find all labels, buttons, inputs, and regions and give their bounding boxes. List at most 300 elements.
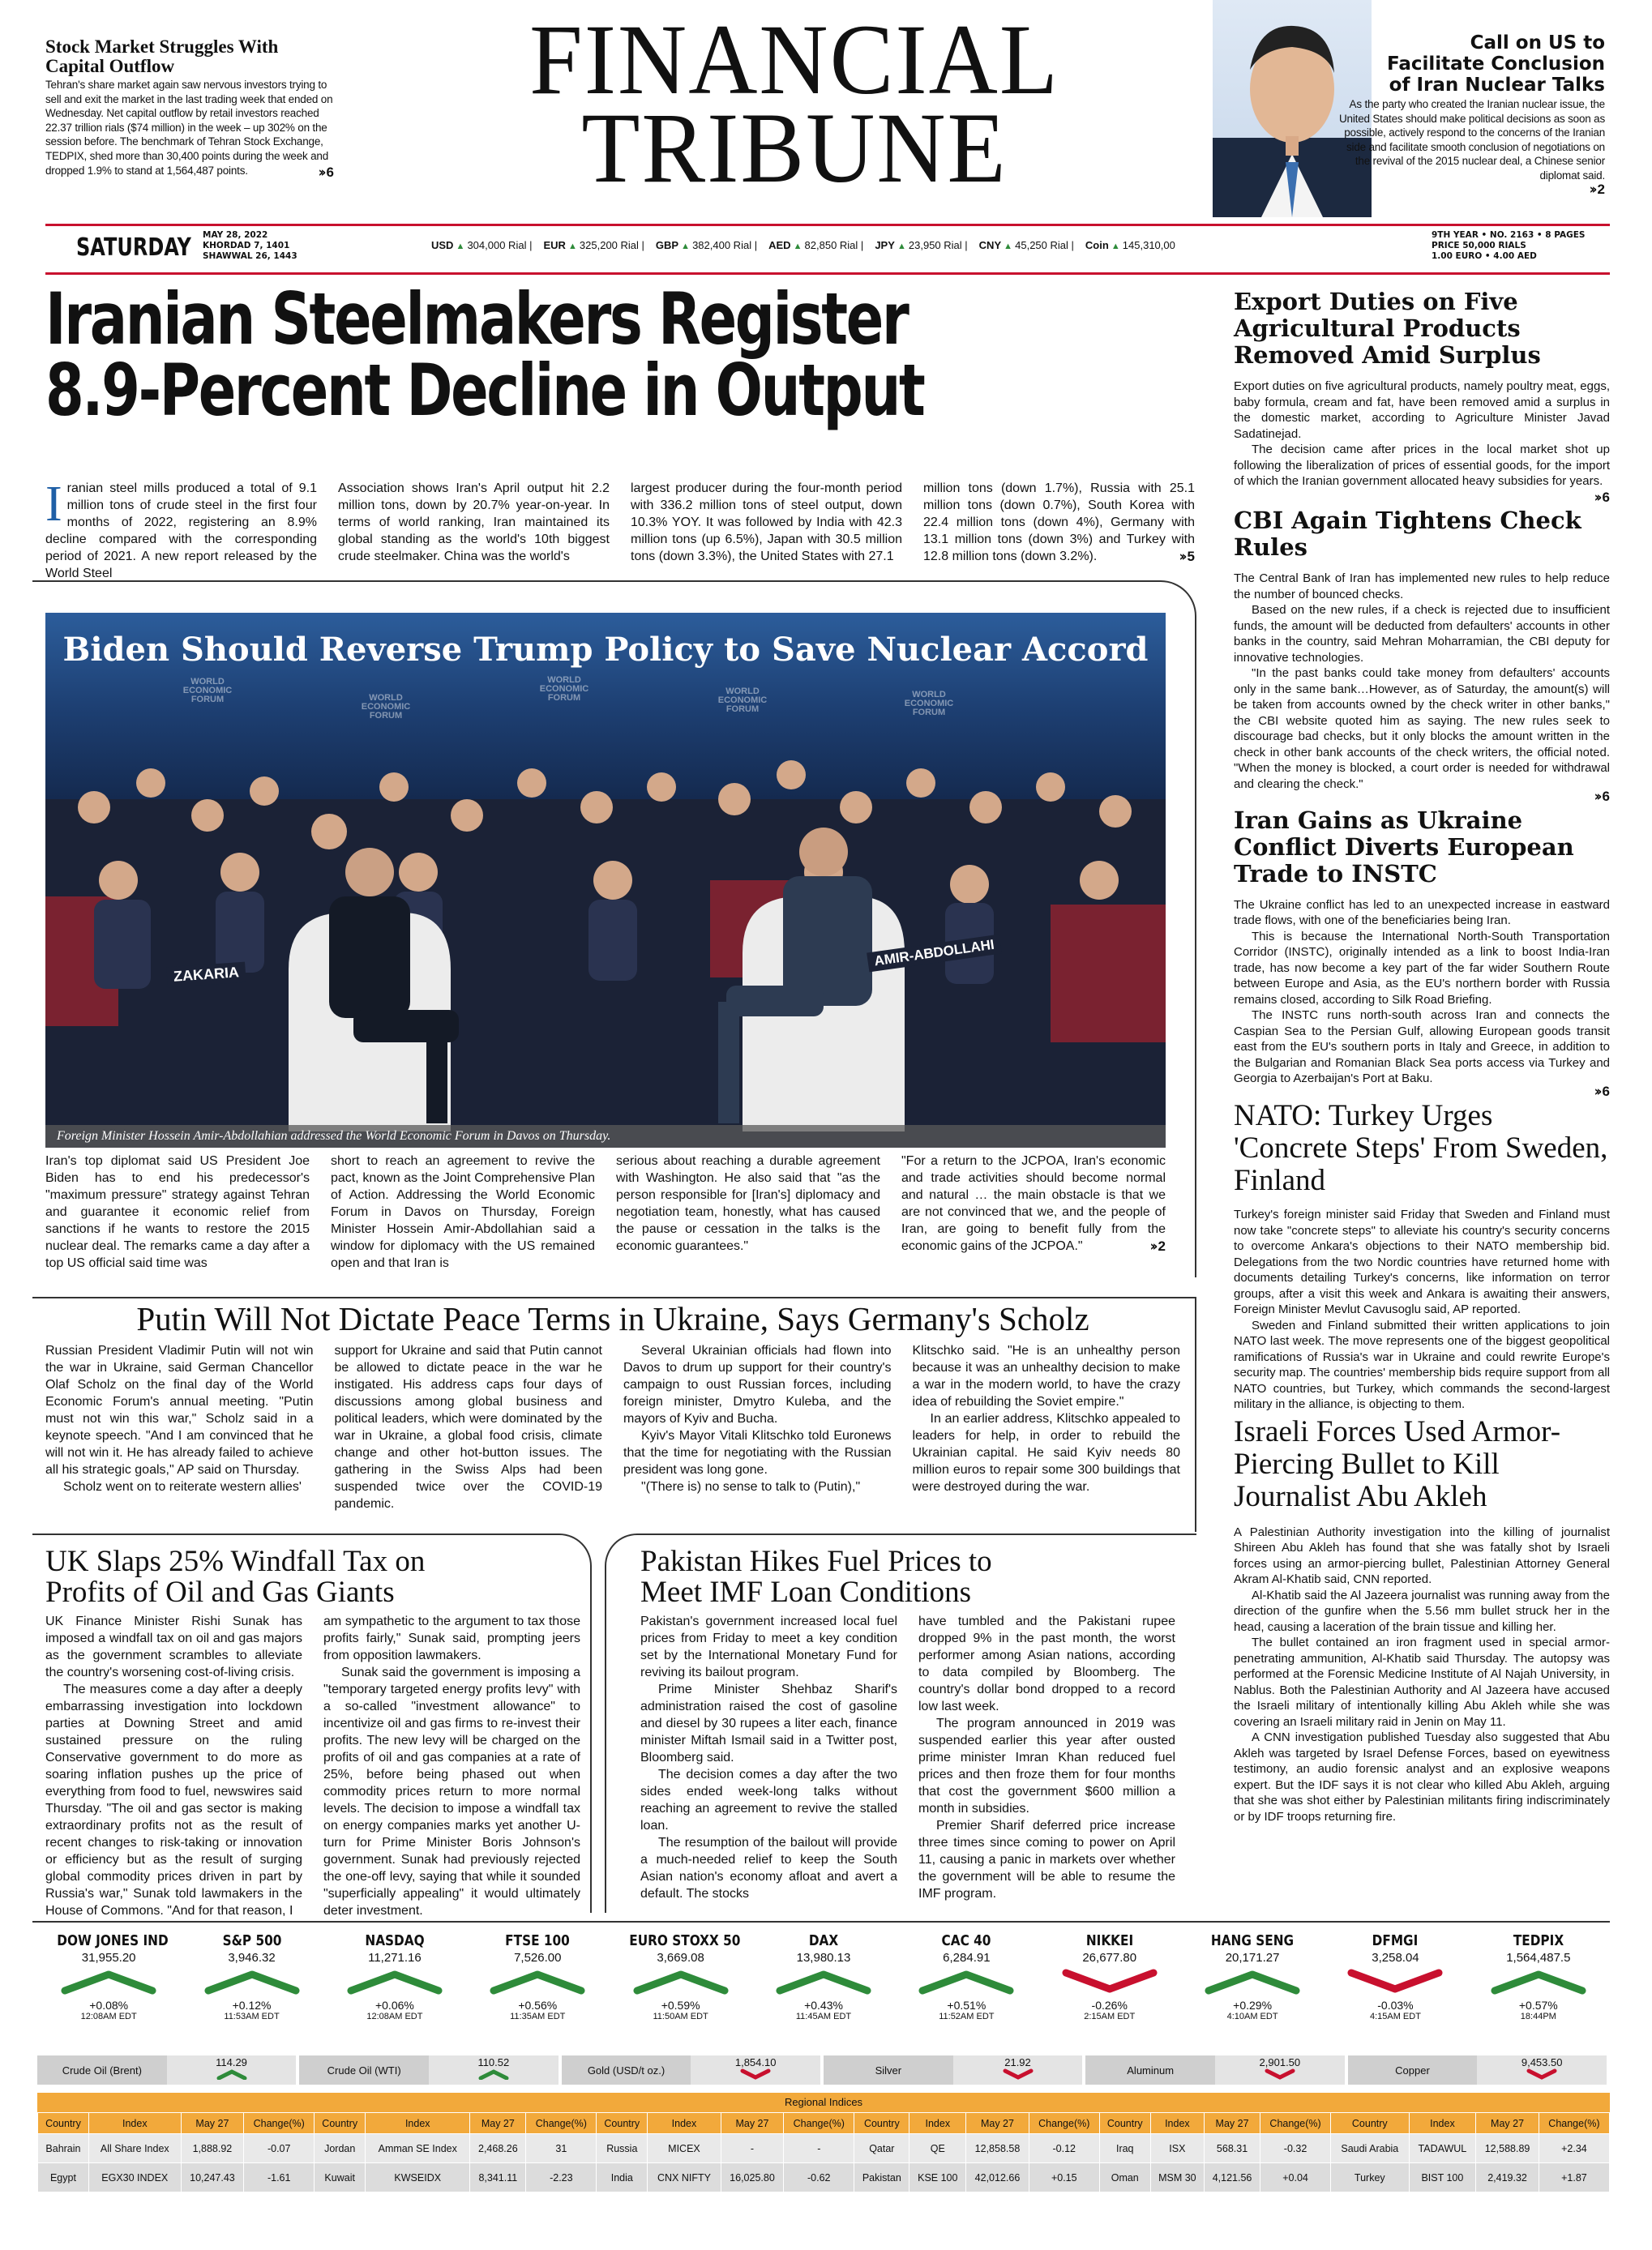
currency-code: USD [431, 239, 454, 251]
regional-cell: 12,588.89 [1476, 2134, 1539, 2163]
index-change: -0.03% [1377, 1999, 1414, 2012]
regional-cell: - [721, 2134, 784, 2163]
photo-col1: Iran's top diplomat said US President Joe Biden has to end his predecessor's "maximum pressure" strategy against Tehran and guarantee it economic relief from sanctions if he wants to restore the 2015 nuclear deal. The remarks came a day after a top US official said time was [45, 1154, 310, 1270]
index-card[interactable] [1192, 1932, 1313, 2021]
commodity-value: 9,453.50 [1521, 2056, 1563, 2068]
regional-header-cell: Change(%) [784, 2113, 854, 2134]
currency-item: AED ▲ 82,850 Rial | [768, 239, 864, 251]
regional-cell: MSM 30 [1150, 2163, 1204, 2192]
trend-down-icon [953, 2068, 1083, 2082]
commodity-item[interactable] [1348, 2055, 1607, 2085]
currency-value: 325,200 Rial [579, 239, 639, 251]
index-name: CAC 40 [941, 1932, 991, 1949]
commodity-value-box [429, 2055, 559, 2085]
currency-code: EUR [543, 239, 566, 251]
nato-p1: Turkey's foreign minister said Friday that Sweden and Finland must now take "concrete steps" to alleviate his country's security concerns to overcome Ankara's objections to their NATO membership bid. Delegations from the two Nordic countries have returned home with documents detailing Turkey's concerns, like information on terror groups, after a visit this week and Ankara is awaiting their answers, Foreign Minister Mevlut Cavusoglu said, AP reported. [1234, 1208, 1610, 1316]
trend-down-icon [691, 2068, 820, 2082]
regional-cell: -0.07 [244, 2134, 315, 2163]
regional-header-cell: Country [315, 2113, 366, 2134]
regional-header-cell: Index [648, 2113, 721, 2134]
regional-header-row [38, 2113, 1610, 2134]
regional-header-cell: Country [38, 2113, 89, 2134]
currency-item: CNY ▲ 45,250 Rial | [978, 239, 1074, 251]
currency-code: GBP [655, 239, 679, 251]
table-row [38, 2134, 1610, 2163]
trend-up-icon [632, 1968, 730, 1995]
export-p1: Export duties on five agricultural products, namely poultry meat, eggs, baby formula, cream and fat, have been removed amid a surplus in the domestic market, according to Agriculture Minister Javad Sadatinejad. [1234, 379, 1610, 441]
currency-value: 82,850 Rial [804, 239, 858, 251]
regional-cell: +1.87 [1539, 2163, 1609, 2192]
regional-cell: +0.04 [1260, 2163, 1331, 2192]
commodity-item[interactable] [824, 2055, 1082, 2085]
regional-header-cell: Change(%) [1539, 2113, 1609, 2134]
currency-item: EUR ▲ 325,200 Rial | [543, 239, 644, 251]
date-gregorian: MAY 28, 2022 [203, 230, 268, 240]
date-persian: KHORDAD 7, 1401 [203, 241, 290, 250]
commodity-item[interactable] [299, 2055, 558, 2085]
index-card[interactable] [334, 1932, 456, 2021]
regional-header-cell: May 27 [181, 2113, 244, 2134]
photo-col4: "For a return to the JCPOA, Iran's economic and trade activities should become normal and natural … the main obstacle is that we are not convinced that we, and the people of Iran, are going to benefit fully from the economic gains of the JCPOA." ›› 2 [901, 1154, 1166, 1255]
commodity-name: Aluminum [1085, 2055, 1215, 2085]
index-name: NASDAQ [365, 1932, 425, 1949]
index-value: 7,526.00 [514, 1951, 562, 1965]
export-p2: The decision came after prices in the local market shot up following the liberalization of prices of essential goods, for the import of which the Iranian government allocated heavy subsidies for years. [1234, 443, 1610, 488]
index-time: 4:15AM EDT [1369, 2012, 1421, 2021]
currency-code: AED [768, 239, 791, 251]
regional-cell: - [784, 2134, 854, 2163]
pak-body [640, 1613, 1175, 1902]
currency-code: CNY [978, 239, 1002, 251]
currency-rates [431, 238, 1323, 253]
regional-cell: 31 [526, 2134, 597, 2163]
index-card[interactable] [905, 1932, 1027, 2021]
putin-body [45, 1342, 1180, 1512]
trend-up-icon [918, 1968, 1015, 1995]
regional-header-cell: Change(%) [1260, 2113, 1331, 2134]
commodity-value-box [167, 2055, 297, 2085]
index-name: DOW JONES IND [57, 1932, 169, 1949]
index-time: 12:08AM EDT [366, 2012, 423, 2021]
nameplate-right: AMIR-ABDOLLAHI [867, 935, 1002, 973]
regional-cell: KSE 100 [909, 2163, 966, 2192]
regional-cell: CNX NIFTY [648, 2163, 721, 2192]
index-time: 11:53AM EDT [224, 2012, 280, 2021]
photo-caption: Foreign Minister Hossein Amir-Abdollahian addressed the World Economic Forum in Davos on Thursday. [45, 1125, 1166, 1148]
forum-logo: WORLD ECONOMIC FORUM [539, 675, 589, 703]
date-bar [45, 230, 1610, 267]
instc-p1: The Ukraine conflict has led to an unexpected increase in eastward trade flows, with one of the beneficiaries being Iran. [1234, 897, 1610, 927]
commodity-value: 1,854.10 [734, 2056, 777, 2068]
teaser-left-headline: Stock Market Struggles With Capital Outflow [45, 36, 279, 76]
index-card[interactable] [1478, 1932, 1599, 2021]
index-card[interactable] [763, 1932, 884, 2021]
akleh-headline: Israeli Forces Used Armor-Piercing Bullet to Kill Journalist Abu Akleh [1234, 1414, 1561, 1513]
instc-p3: The INSTC runs north-south across Iran and connects the Caspian Sea to the Persian Gulf, allowing European goods transit east from the EU's southern ports in Italy and Greece, in addition to the Bulgarian and Romanian Black Sea ports access via Turkey and Georgia to Azerbaijan's Port at Baku. [1234, 1008, 1610, 1085]
regional-cell: MICEX [648, 2134, 721, 2163]
lead-dropcap: I [45, 477, 62, 532]
index-name: EURO STOXX 50 [628, 1932, 741, 1949]
trend-up-icon [429, 2068, 559, 2082]
masthead-logo [422, 3, 1167, 203]
masthead-rule-top [45, 224, 1610, 226]
lead-headline [45, 277, 944, 432]
trend-up-icon [60, 1968, 157, 1995]
regional-cell: Egypt [38, 2163, 89, 2192]
regional-cell: Iraq [1099, 2134, 1150, 2163]
sidebar-story-instc[interactable] [1234, 807, 1610, 1101]
regional-cell: Turkey [1331, 2163, 1410, 2192]
sidebar-story-export[interactable] [1234, 289, 1610, 506]
regional-cell: All Share Index [88, 2134, 181, 2163]
sidebar-story-nato[interactable] [1234, 1100, 1610, 1413]
index-card[interactable] [620, 1932, 742, 2021]
regional-indices [37, 2093, 1610, 2192]
uk-col2: am sympathetic to the argument to tax those profits fairly," Sunak said, prompting jeers from opposition lawmakers. Sunak said the government is imposing a "temporary targeted energy profits levy" with a so-called "investment allowance" to incentivize oil and gas firms to re-invest their profits. The new levy will be charged on the profits of oil and gas companies at a rate of 25%, before being phased out when commodity prices return to more normal levels. The decision to impose a windfall tax on energy companies marks yet another U-turn for Prime Minister Boris Johnson's government. Sunak had previously rejected the one-off levy, saying that while it sounded "superficially appealing" it would ultimately deter investment. [323, 1615, 580, 1918]
currency-code: JPY [875, 239, 895, 251]
regional-cell: -0.12 [1029, 2134, 1099, 2163]
forum-logo: WORLD ECONOMIC FORUM [904, 690, 954, 717]
regional-cell: 8,341.11 [470, 2163, 526, 2192]
teaser-left-ref[interactable]: ›› 6 [318, 165, 334, 182]
index-change: +0.57% [1518, 1999, 1558, 2012]
regional-cell: 2,468.26 [470, 2134, 526, 2163]
lead-body [45, 477, 1195, 582]
commodity-name: Crude Oil (Brent) [37, 2055, 167, 2085]
pak-headline-line2: Meet IMF Loan Conditions [640, 1576, 972, 1609]
uk-headline-line2: Profits of Oil and Gas Giants [45, 1576, 395, 1609]
index-change: +0.08% [89, 1999, 129, 2012]
teaser-right-headline: Call on US to Facilitate Conclusion of Iran Nuclear Talks [1387, 32, 1605, 96]
index-change: +0.12% [232, 1999, 272, 2012]
regional-header-cell: Change(%) [1029, 2113, 1099, 2134]
instc-headline: Iran Gains as Ukraine Conflict Diverts European Trade to INSTC [1234, 806, 1574, 888]
teaser-right-body: As the party who created the Iranian nuclear issue, the United States should make political decisions as soon as possible, actively respond to the concerns of the Iranian side and facilitate smooth conclusion of negotiations on the revival of the 2015 nuclear deal, a Chinese senior diplomat said. [1339, 98, 1605, 182]
currency-item: USD ▲ 304,000 Rial | [431, 239, 533, 251]
forum-logo: WORLD ECONOMIC FORUM [361, 693, 411, 721]
trend-up-icon [1490, 1968, 1587, 1995]
teaser-left[interactable] [45, 37, 334, 181]
regional-header-cell: Index [366, 2113, 470, 2134]
regional-header-cell: Index [1409, 2113, 1476, 2134]
lead-col4: million tons (down 1.7%), Russia with 25.1 million tons (down 0.7%), South Korea with 22.4 million tons (down 4%), Germany with 13.1 million tons (down 3%) and Turkey with 12.8 million tons (down 3.2%). ›› 5 [923, 481, 1195, 565]
lead-col2: Association shows Iran's April output hit 2.2 million tons, down by 20.7% year-on-year. In terms of world ranking, Iran maintained its global standing as the world's 10th biggest crude steelmaker. China was the world's [338, 481, 610, 563]
index-name: S&P 500 [222, 1932, 281, 1949]
up-arrow-icon: ▲ [1108, 242, 1123, 251]
up-arrow-icon: ▲ [894, 242, 909, 251]
index-card[interactable] [191, 1932, 313, 2021]
regional-cell: 568.31 [1205, 2134, 1260, 2163]
regional-cell: ISX [1150, 2134, 1204, 2163]
photo-story-ref[interactable]: ›› 2 [1149, 1238, 1166, 1255]
lead-story[interactable] [45, 277, 1196, 432]
index-time: 4:10AM EDT [1226, 2012, 1278, 2021]
regional-table [37, 2112, 1610, 2192]
cbi-p2: Based on the new rules, if a check is rejected due to insufficient funds, the amount will be deducted from defaulters' accounts in other banks in the country, said Mehran Moharramian, the CBI deputy for innovative technologies. [1234, 603, 1610, 665]
trend-up-icon [167, 2068, 297, 2082]
regional-cell: Saudi Arabia [1331, 2134, 1410, 2163]
regional-cell: EGX30 INDEX [88, 2163, 181, 2192]
index-value: 3,258.04 [1372, 1951, 1419, 1965]
nato-headline: NATO: Turkey Urges 'Concrete Steps' From Sweden, Finland [1234, 1099, 1608, 1197]
currency-value: 304,000 Rial [467, 239, 527, 251]
commodity-value: 21.92 [1004, 2056, 1031, 2068]
putin-col2: support for Ukraine and said that Putin cannot be allowed to dictate peace in the war he instigated. His address caps four days of discussions among global business and political leaders, which were dominated by the war in Ukraine, a global food crisis, climate change and other hot-button issues. The gathering in the Swiss Alps had been suspended twice over the COVID-19 pandemic. [334, 1344, 602, 1511]
forum-logo: WORLD ECONOMIC FORUM [182, 677, 233, 704]
regional-header-cell: Country [854, 2113, 909, 2134]
markets-rule [32, 1921, 1610, 1923]
cbi-ref[interactable]: ›› 6 [1594, 789, 1610, 805]
photo-col2: short to reach an agreement to revive the pact, known as the Joint Comprehensive Plan of Action. Addressing the World Economic Forum in Davos on Thursday, Foreign Minister Hossein Amir-Abdollahian said a window for diplomacy with the US remained open and that Iran is [331, 1154, 595, 1270]
trend-down-icon [1477, 2068, 1607, 2082]
putin-col4: Klitschko said. "He is an unhealthy person because it was an unhealthy decision to make a war in the modern world, to have the crazy idea of rebuilding the Soviet empire." In an earlier address, Klitschko appealed to leaders for help, in order to rebuild the Ukrainian capital. He said Kyiv needs 80 million euros to repair some 300 buildings that were destroyed during the war. [912, 1344, 1180, 1494]
index-card[interactable] [1049, 1932, 1171, 2021]
instc-p2: This is because the International North-South Transportation Corridor (INSTC), originally intended as a link to boost India-Iran trade, has now become a key part of the far wider Southern Route between Europe and Asia, as the EU's northern border with Russia remains closed, according to Silk Road Briefing. [1234, 929, 1610, 1007]
index-value: 6,284.91 [943, 1951, 991, 1965]
index-change: +0.43% [804, 1999, 843, 2012]
export-headline: Export Duties on Five Agricultural Products Removed Amid Surplus [1234, 288, 1541, 369]
akleh-p2: Al-Khatib said the Al Jazeera journalist was running away from the direction of the gunfire when the 5.56 mm bullet struck her in the head, causing a laceration of the brain tissue and killing her. [1234, 1588, 1610, 1634]
day-label: SATURDAY [76, 233, 191, 262]
trend-down-icon [1346, 1968, 1444, 1995]
pak-col1: Pakistan's government increased local fuel prices from Friday to meet a key condition set by the International Monetary Fund for reviving its bailout program. Prime Minister Shehbaz Sharif's administration raised the cost of gasoline and diesel by 30 rupees a liter each, finance minister Miftah Ismail said in a Twitter post, Bloomberg said. The decision comes a day after the two sides ended week-long talks without reaching an agreement to revive the stalled loan. The resumption of the bailout will provide a much-needed relief to keep the South Asian nation's economy afloat and avert a default. The stocks [640, 1615, 897, 1901]
lead-headline-line2: 8.9-Percent Decline in Output [45, 349, 924, 432]
commodity-value-box [1215, 2055, 1345, 2085]
regional-cell: 4,121.56 [1205, 2163, 1260, 2192]
trend-down-icon [1215, 2068, 1345, 2082]
trend-up-icon [489, 1968, 586, 1995]
uk-col1: UK Finance Minister Rishi Sunak has imposed a windfall tax on oil and gas majors as the government scrambles to alleviate the country's worsening cost-of-living crisis. The measures come a day after a deeply embarrassing investigation into lockdown parties at Downing Street and amid sustained pressure on the ruling Conservative government to do more as soaring inflation pushes up the price of everything from food to fuel, newswires said Thursday. "The oil and gas sector is making extraordinary profits not as the result of recent changes to risk-taking or innovation or efficiency but as the result of surging global commodity prices driven in part by Russia's war," Sunak told lawmakers in the House of Commons. "And for that reason, I [45, 1615, 302, 1918]
nameplate-left: ZAKARIA [166, 962, 246, 988]
index-time: 11:52AM EDT [939, 2012, 995, 2021]
regional-header-cell: Change(%) [244, 2113, 315, 2134]
regional-header-cell: Index [1150, 2113, 1204, 2134]
global-indices [37, 1932, 1610, 2046]
regional-title: Regional Indices [37, 2093, 1610, 2112]
lead-col1: Iranian steel mills produced a total of 9.1 million tons of crude steel in the first four months of 2022, registering an 8.9% decline compared with the corresponding period of 2021. A new report released by the World Steel [45, 477, 317, 580]
uk-headline [45, 1546, 425, 1608]
export-ref[interactable]: ›› 6 [1594, 489, 1610, 506]
trend-up-icon [203, 1968, 301, 1995]
commodity-name: Silver [824, 2055, 953, 2085]
index-change: +0.56% [518, 1999, 558, 2012]
up-arrow-icon: ▲ [453, 242, 468, 251]
regional-cell: Kuwait [315, 2163, 366, 2192]
currency-item [1085, 239, 1175, 251]
index-time: 11:50AM EDT [653, 2012, 708, 2021]
putin-col3: Several Ukrainian officials had flown into Davos to drum up support for their country's campaign to oust Russian forces, including foreign minister, Dmytro Kuleba, and the mayors of Kyiv and Bucha. Kyiv's Mayor Vitali Klitschko told Euronews that the time for negotiating with the Russian president was long gone. "(There is) no sense to talk to (Putin)," [623, 1344, 892, 1494]
commodity-value-box [691, 2055, 820, 2085]
index-card[interactable] [1334, 1932, 1456, 2021]
index-change: -0.26% [1091, 1999, 1128, 2012]
photo-col3: serious about reaching a durable agreement with Washington. He also said that "as the person responsible for [Iran's] diplomacy and negotiation team, honestly, what has caused the pause or cessation in the talks is the economic guarantees." [616, 1154, 880, 1253]
issue-line2: PRICE 50,000 RIALS [1432, 241, 1526, 250]
regional-cell: -2.23 [526, 2163, 597, 2192]
date-block [203, 230, 297, 262]
regional-cell: TADAWUL [1409, 2134, 1476, 2163]
regional-cell: Oman [1099, 2163, 1150, 2192]
masthead-title-line1: FINANCIAL [529, 3, 1059, 116]
regional-cell: 12,858.58 [966, 2134, 1029, 2163]
index-value: 13,980.13 [796, 1951, 851, 1965]
regional-cell: BIST 100 [1409, 2163, 1476, 2192]
commodity-name: Crude Oil (WTI) [299, 2055, 429, 2085]
trend-up-icon [775, 1968, 872, 1995]
forum-logo: WORLD ECONOMIC FORUM [717, 687, 768, 714]
index-name: TEDPIX [1513, 1932, 1564, 1949]
index-time: 18:44PM [1520, 2012, 1556, 2021]
cbi-headline: CBI Again Tightens Check Rules [1234, 507, 1581, 561]
audience-illustration [45, 710, 1166, 1148]
regional-header-cell: May 27 [470, 2113, 526, 2134]
regional-cell: -1.61 [244, 2163, 315, 2192]
index-change: +0.29% [1233, 1999, 1273, 2012]
currency-item: GBP ▲ 382,400 Rial | [655, 239, 758, 251]
pak-col2: have tumbled and the Pakistani rupee dropped 9% in the past month, the worst performer among Asian nations, according to data compiled by Bloomberg. The country's dollar bond dropped to a record low last week. The program announced in 2019 was suspended earlier this year after ousted prime minister Imran Khan reduced fuel prices and then froze them for four months that cost the government $600 million a month in subsidies. Premier Sharif deferred price increase three times since coming to power on April 11, causing a panic in markets over whether the government will be able to resume the IMF program. [918, 1615, 1175, 1901]
index-value: 26,677.80 [1082, 1951, 1137, 1965]
up-arrow-icon: ▲ [790, 242, 805, 251]
commodity-value: 114.29 [216, 2056, 247, 2068]
index-time: 11:45AM EDT [795, 2012, 852, 2021]
regional-cell: Qatar [854, 2134, 909, 2163]
up-arrow-icon: ▲ [678, 242, 693, 251]
table-row [38, 2163, 1610, 2192]
index-time: 12:08AM EDT [80, 2012, 137, 2021]
commodity-value-box [953, 2055, 1083, 2085]
commodity-value: 2,901.50 [1259, 2056, 1301, 2068]
up-arrow-icon: ▲ [565, 242, 580, 251]
issue-info [1432, 230, 1585, 262]
putin-headline: Putin Will Not Dictate Peace Terms in Ukraine, Says Germany's Scholz [136, 1300, 1089, 1337]
commodity-item[interactable] [37, 2055, 296, 2085]
currency-value: 145,310,00 [1122, 239, 1175, 251]
sidebar [1234, 289, 1610, 1824]
photo-story-body [45, 1153, 1166, 1272]
issue-line3: 1.00 EURO • 4.00 AED [1432, 251, 1537, 261]
index-value: 11,271.16 [368, 1951, 422, 1965]
regional-cell: 42,012.66 [966, 2163, 1029, 2192]
akleh-p3: The bullet contained an iron fragment used in special armor-penetrating ammunition, Al-Khatib said Thursday. The autopsy was performed at the Forensic Medicine Institute of Al Najah University, in Nablus. Both the Palestinian Authority and Al Jazeera have accused the Israeli military of intentionally killing Abu Akleh while she was covering an Israeli military raid in Jenin on May 11. [1234, 1636, 1610, 1729]
cbi-p1: The Central Bank of Iran has implemented new rules to help reduce the number of bounced checks. [1234, 571, 1610, 601]
trend-up-icon [1204, 1968, 1301, 1995]
regional-header-cell: Country [597, 2113, 648, 2134]
pak-headline [640, 1546, 992, 1608]
regional-header-cell: May 27 [1205, 2113, 1260, 2134]
regional-cell: KWSEIDX [366, 2163, 470, 2192]
regional-header-cell: Country [1099, 2113, 1150, 2134]
regional-header-cell: May 27 [1476, 2113, 1539, 2134]
regional-header-cell: Index [909, 2113, 966, 2134]
index-value: 31,955.20 [81, 1951, 136, 1965]
up-arrow-icon: ▲ [1001, 242, 1016, 251]
currency-item: JPY ▲ 23,950 Rial | [875, 239, 968, 251]
regional-cell: 1,888.92 [181, 2134, 244, 2163]
commodity-item[interactable] [562, 2055, 820, 2085]
trend-up-icon [346, 1968, 443, 1995]
index-value: 20,171.27 [1225, 1951, 1280, 1965]
index-card[interactable] [48, 1932, 169, 2021]
masthead-rule-bottom [45, 272, 1610, 275]
commodities [37, 2055, 1610, 2085]
index-change: +0.51% [947, 1999, 986, 2012]
regional-cell: 2,419.32 [1476, 2163, 1539, 2192]
regional-cell: Bahrain [38, 2134, 89, 2163]
index-card[interactable] [477, 1932, 598, 2021]
lead-col3: largest producer during the four-month period with 336.2 million tons of steel output, down 10.3% YOY. It was followed by India with 42.3 million tons (up 6.5%), Japan with 30.5 million tons (down 3.3%), the United States with 27.1 [631, 481, 902, 563]
regional-header-cell: May 27 [966, 2113, 1029, 2134]
currency-code: Coin [1085, 239, 1109, 251]
regional-header-cell: Country [1331, 2113, 1410, 2134]
teaser-right[interactable] [1337, 32, 1605, 198]
masthead-title-line2: TRIBUNE [581, 92, 1008, 203]
regional-header-cell: Change(%) [526, 2113, 597, 2134]
index-value: 3,669.08 [657, 1951, 704, 1965]
regional-cell: 10,247.43 [181, 2163, 244, 2192]
instc-ref[interactable]: ›› 6 [1594, 1083, 1610, 1100]
index-name: NIKKEI [1085, 1932, 1133, 1949]
regional-header-cell: Index [88, 2113, 181, 2134]
commodity-name: Copper [1348, 2055, 1478, 2085]
regional-cell: Pakistan [854, 2163, 909, 2192]
regional-cell: Russia [597, 2134, 648, 2163]
teaser-right-ref[interactable]: ›› 2 [1589, 181, 1605, 198]
lead-headline-line1: Iranian Steelmakers Register [45, 277, 908, 361]
issue-line1: 9TH YEAR • NO. 2163 • 8 PAGES [1432, 230, 1586, 240]
sidebar-story-cbi[interactable] [1234, 507, 1610, 806]
putin-col1: Russian President Vladimir Putin will not win the war in Ukraine, said German Chancellor Olaf Scholz on the final day of the World Economic Forum's annual meeting. "Putin must not win this war," Scholz said in a keynote speech. "And I am convinced that he will not win it. He has already failed to achieve all his strategic goals," AP said on Thursday. Scholz went on to reiterate western allies' [45, 1344, 314, 1494]
index-change: +0.06% [374, 1999, 414, 2012]
commodity-name: Gold (USD/t oz.) [562, 2055, 691, 2085]
davos-photo [45, 613, 1166, 1148]
regional-cell: -0.62 [784, 2163, 854, 2192]
commodity-value-box [1477, 2055, 1607, 2085]
regional-cell: India [597, 2163, 648, 2192]
index-value: 3,946.32 [228, 1951, 276, 1965]
commodity-item[interactable] [1085, 2055, 1344, 2085]
akleh-p1: A Palestinian Authority investigation into the killing of journalist Shireen Abu Akleh has found that she was fatally shot by Israeli forces using an armor-piercing bullet, Palestinian Attorney General Akram Al-Khatib said, CNN reported. [1234, 1525, 1610, 1586]
index-name: DFMGI [1372, 1932, 1419, 1949]
uk-body [45, 1613, 580, 1919]
commodity-value: 110.52 [477, 2056, 510, 2068]
regional-cell: +0.15 [1029, 2163, 1099, 2192]
currency-value: 23,950 Rial [908, 239, 962, 251]
index-change: +0.59% [661, 1999, 700, 2012]
index-time: 2:15AM EDT [1084, 2012, 1136, 2021]
nato-p2: Sweden and Finland submitted their written applications to join NATO last week. The move represents one of the biggest geopolitical ramifications of Russia's war in Ukraine and could rewrite Europe's security map. The countries' membership bids require support from all NATO countries, but Turkey, which commands the second-largest military in the alliance, is objecting to them. [1234, 1318, 1610, 1411]
lead-ref[interactable]: ›› 5 [1179, 549, 1195, 565]
currency-value: 382,400 Rial [692, 239, 752, 251]
regional-cell: Jordan [315, 2134, 366, 2163]
uk-headline-line1: UK Slaps 25% Windfall Tax on [45, 1545, 426, 1578]
regional-cell: QE [909, 2134, 966, 2163]
pak-headline-line1: Pakistan Hikes Fuel Prices to [640, 1545, 992, 1578]
index-time: 11:35AM EDT [510, 2012, 566, 2021]
currency-value: 45,250 Rial [1015, 239, 1068, 251]
index-value: 1,564,487.5 [1506, 1951, 1571, 1965]
akleh-p4: A CNN investigation published Tuesday also suggested that Abu Akleh was targeted by Israel Defense Forces, based on eyewitness testimony, an audio forensic analyst and an explosive weapons expert. But the IDF says it is not clear who killed Abu Akleh, arguing that she was shot either by Palestinian militants firing indiscriminately or by IDF troops returning fire. [1234, 1730, 1610, 1824]
trend-down-icon [1061, 1968, 1158, 1995]
regional-cell: Amman SE Index [366, 2134, 470, 2163]
teaser-left-body: Tehran's share market again saw nervous investors trying to sell and exit the market in the last trading week that ended on Wednesday. Net capital outflow by retail investors reached 22.37 trillion rials ($74 million) in the week – up 302% on the session before. The benchmark of Tehran Stock Exchange, TEDPIX, shed more than 30,400 points during the week and dropped 1.9% to stand at 1,564,487 points. [45, 79, 333, 177]
index-name: HANG SENG [1210, 1932, 1295, 1949]
photo-story-headline: Biden Should Reverse Trump Policy to Save Nuclear Accord [62, 631, 1149, 669]
regional-cell: 16,025.80 [721, 2163, 784, 2192]
regional-cell: -0.32 [1260, 2134, 1331, 2163]
sidebar-story-akleh[interactable] [1234, 1416, 1610, 1825]
regional-header-cell: May 27 [721, 2113, 784, 2134]
cbi-p3: "In the past banks could take money from defaulters' accounts only in the same bank…However, as of Saturday, the amount(s) will be taken from accounts owned by the check writer in other banks," the CBI website quoted him as saying. The new rules seek to discourage bad checks, but it only blocks the amount written in the check in other bank accounts of the check writers, the official noted. "When the money is blocked, a court order is needed for withdrawal and clearing the check." [1234, 666, 1610, 791]
date-hijri: SHAWWAL 26, 1443 [203, 251, 297, 261]
